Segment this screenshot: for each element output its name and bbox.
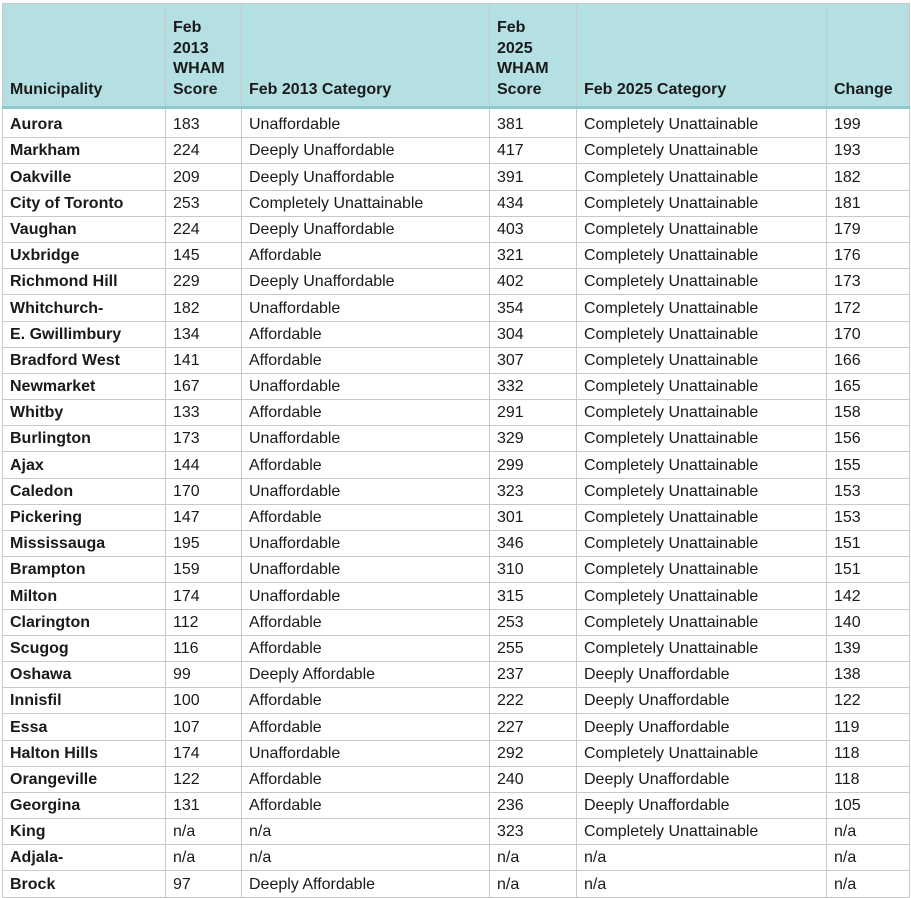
score-2025-cell: 354 — [490, 295, 577, 321]
category-2013-cell: Completely Unattainable — [242, 190, 490, 216]
score-2013-cell: 99 — [166, 661, 242, 687]
score-2025-cell: 299 — [490, 452, 577, 478]
change-cell: n/a — [827, 871, 910, 897]
score-2013-cell: 97 — [166, 871, 242, 897]
municipality-cell: Whitchurch- — [3, 295, 166, 321]
header-feb-2013-score — [166, 4, 242, 108]
score-2013-cell: 133 — [166, 400, 242, 426]
score-2013-cell: 224 — [166, 216, 242, 242]
municipality-cell: Newmarket — [3, 373, 166, 399]
table-row — [3, 531, 910, 557]
header-line: WHAM — [497, 60, 549, 77]
municipality-cell: Milton — [3, 583, 166, 609]
category-2025-cell: Deeply Unaffordable — [577, 688, 827, 714]
change-cell: 151 — [827, 557, 910, 583]
score-2013-cell: 224 — [166, 138, 242, 164]
table-row — [3, 557, 910, 583]
category-2013-cell: Deeply Unaffordable — [242, 216, 490, 242]
header-feb-2025-score — [490, 4, 577, 108]
score-2025-cell: 315 — [490, 583, 577, 609]
municipality-cell: Bradford West — [3, 347, 166, 373]
municipality-cell: Essa — [3, 714, 166, 740]
category-2013-cell: Unaffordable — [242, 478, 490, 504]
category-2025-cell: Completely Unattainable — [577, 400, 827, 426]
change-cell: 138 — [827, 661, 910, 687]
table-body — [3, 108, 910, 898]
municipality-cell: E. Gwillimbury — [3, 321, 166, 347]
score-2025-cell: 222 — [490, 688, 577, 714]
score-2013-cell: n/a — [166, 845, 242, 871]
change-cell: 153 — [827, 504, 910, 530]
score-2013-cell: 141 — [166, 347, 242, 373]
category-2013-cell: Affordable — [242, 766, 490, 792]
change-cell: 179 — [827, 216, 910, 242]
category-2025-cell: Completely Unattainable — [577, 635, 827, 661]
score-2013-cell: 195 — [166, 531, 242, 557]
score-2025-cell: 292 — [490, 740, 577, 766]
change-cell: 118 — [827, 766, 910, 792]
table-row — [3, 792, 910, 818]
category-2013-cell: Affordable — [242, 400, 490, 426]
table-row — [3, 373, 910, 399]
municipality-cell: Oshawa — [3, 661, 166, 687]
score-2025-cell: 391 — [490, 164, 577, 190]
category-2013-cell: Deeply Affordable — [242, 661, 490, 687]
category-2025-cell: Completely Unattainable — [577, 478, 827, 504]
score-2013-cell: 174 — [166, 583, 242, 609]
score-2013-cell: 107 — [166, 714, 242, 740]
score-2025-cell: 346 — [490, 531, 577, 557]
table-row — [3, 661, 910, 687]
score-2025-cell: 255 — [490, 635, 577, 661]
score-2013-cell: 253 — [166, 190, 242, 216]
score-2013-cell: n/a — [166, 819, 242, 845]
municipality-cell: Aurora — [3, 108, 166, 138]
score-2025-cell: 253 — [490, 609, 577, 635]
score-2013-cell: 116 — [166, 635, 242, 661]
category-2025-cell: Completely Unattainable — [577, 740, 827, 766]
change-cell: 118 — [827, 740, 910, 766]
category-2025-cell: Completely Unattainable — [577, 452, 827, 478]
category-2025-cell: Completely Unattainable — [577, 190, 827, 216]
header-line: Feb — [173, 19, 202, 36]
municipality-cell: King — [3, 819, 166, 845]
score-2025-cell: 402 — [490, 269, 577, 295]
header-line: 2025 — [497, 39, 533, 57]
score-2025-cell: 417 — [490, 138, 577, 164]
category-2025-cell: Completely Unattainable — [577, 819, 827, 845]
category-2025-cell: Deeply Unaffordable — [577, 661, 827, 687]
table-row — [3, 688, 910, 714]
table-row — [3, 583, 910, 609]
category-2025-cell: Completely Unattainable — [577, 216, 827, 242]
category-2013-cell: Unaffordable — [242, 295, 490, 321]
table-row — [3, 321, 910, 347]
score-2013-cell: 173 — [166, 426, 242, 452]
header-line: Score — [173, 80, 218, 98]
category-2025-cell: Completely Unattainable — [577, 164, 827, 190]
table-row — [3, 164, 910, 190]
score-2013-cell: 131 — [166, 792, 242, 818]
municipality-cell: Burlington — [3, 426, 166, 452]
header-municipality: Municipality — [3, 4, 166, 108]
municipality-cell: Mississauga — [3, 531, 166, 557]
change-cell: 199 — [827, 108, 910, 138]
category-2025-cell: Completely Unattainable — [577, 504, 827, 530]
category-2013-cell: Unaffordable — [242, 373, 490, 399]
score-2013-cell: 170 — [166, 478, 242, 504]
category-2013-cell: Deeply Affordable — [242, 871, 490, 897]
table-row — [3, 190, 910, 216]
score-2025-cell: 310 — [490, 557, 577, 583]
header-change: Change — [827, 4, 910, 108]
score-2025-cell: 291 — [490, 400, 577, 426]
municipality-cell: Brock — [3, 871, 166, 897]
change-cell: 155 — [827, 452, 910, 478]
score-2025-cell: 323 — [490, 478, 577, 504]
score-2025-cell: 381 — [490, 108, 577, 138]
table-row — [3, 108, 910, 138]
category-2025-cell: Deeply Unaffordable — [577, 714, 827, 740]
category-2013-cell: Unaffordable — [242, 531, 490, 557]
change-cell: 176 — [827, 242, 910, 268]
category-2013-cell: Affordable — [242, 504, 490, 530]
category-2025-cell: Completely Unattainable — [577, 609, 827, 635]
municipality-cell: Vaughan — [3, 216, 166, 242]
header-line: Score — [497, 80, 542, 98]
table-row — [3, 478, 910, 504]
score-2013-cell: 144 — [166, 452, 242, 478]
category-2013-cell: Unaffordable — [242, 740, 490, 766]
municipality-cell: Brampton — [3, 557, 166, 583]
score-2025-cell: 329 — [490, 426, 577, 452]
score-2025-cell: 307 — [490, 347, 577, 373]
category-2013-cell: Deeply Unaffordable — [242, 138, 490, 164]
category-2025-cell: Completely Unattainable — [577, 321, 827, 347]
score-2025-cell: 434 — [490, 190, 577, 216]
table-row — [3, 819, 910, 845]
change-cell: 166 — [827, 347, 910, 373]
category-2013-cell: Deeply Unaffordable — [242, 269, 490, 295]
category-2013-cell: Unaffordable — [242, 583, 490, 609]
score-2013-cell: 182 — [166, 295, 242, 321]
table-row — [3, 766, 910, 792]
municipality-cell: Whitby — [3, 400, 166, 426]
score-2025-cell: 237 — [490, 661, 577, 687]
change-cell: 165 — [827, 373, 910, 399]
change-cell: 181 — [827, 190, 910, 216]
change-cell: 172 — [827, 295, 910, 321]
score-2013-cell: 147 — [166, 504, 242, 530]
municipality-cell: Oakville — [3, 164, 166, 190]
municipality-cell: Innisfil — [3, 688, 166, 714]
score-2013-cell: 122 — [166, 766, 242, 792]
header-line: Feb — [497, 19, 526, 36]
category-2025-cell: Completely Unattainable — [577, 269, 827, 295]
score-2013-cell: 145 — [166, 242, 242, 268]
change-cell: 158 — [827, 400, 910, 426]
table-row — [3, 242, 910, 268]
table-row — [3, 871, 910, 897]
score-2025-cell: 332 — [490, 373, 577, 399]
category-2025-cell: Deeply Unaffordable — [577, 792, 827, 818]
score-2025-cell: 227 — [490, 714, 577, 740]
category-2013-cell: Affordable — [242, 792, 490, 818]
municipality-cell: Clarington — [3, 609, 166, 635]
score-2025-cell: 240 — [490, 766, 577, 792]
table-row — [3, 452, 910, 478]
category-2025-cell: Completely Unattainable — [577, 347, 827, 373]
score-2025-cell: 403 — [490, 216, 577, 242]
score-2025-cell: 321 — [490, 242, 577, 268]
score-2025-cell: n/a — [490, 871, 577, 897]
change-cell: 193 — [827, 138, 910, 164]
table-row — [3, 635, 910, 661]
category-2013-cell: Unaffordable — [242, 108, 490, 138]
category-2025-cell: Completely Unattainable — [577, 242, 827, 268]
municipality-cell: Uxbridge — [3, 242, 166, 268]
score-2013-cell: 174 — [166, 740, 242, 766]
category-2013-cell: Affordable — [242, 452, 490, 478]
change-cell: 139 — [827, 635, 910, 661]
table-row — [3, 295, 910, 321]
municipality-cell: Markham — [3, 138, 166, 164]
table-row — [3, 347, 910, 373]
header-feb-2013-category: Feb 2013 Category — [242, 4, 490, 108]
table-row — [3, 609, 910, 635]
category-2025-cell: Completely Unattainable — [577, 531, 827, 557]
score-2025-cell: 304 — [490, 321, 577, 347]
category-2013-cell: Affordable — [242, 242, 490, 268]
score-2013-cell: 183 — [166, 108, 242, 138]
table-row — [3, 845, 910, 871]
wham-score-table — [2, 3, 910, 898]
category-2013-cell: Affordable — [242, 714, 490, 740]
change-cell: 182 — [827, 164, 910, 190]
municipality-cell: Ajax — [3, 452, 166, 478]
change-cell: 105 — [827, 792, 910, 818]
score-2013-cell: 159 — [166, 557, 242, 583]
category-2013-cell: Affordable — [242, 609, 490, 635]
change-cell: 153 — [827, 478, 910, 504]
municipality-cell: Adjala- — [3, 845, 166, 871]
category-2013-cell: n/a — [242, 819, 490, 845]
category-2025-cell: Completely Unattainable — [577, 108, 827, 138]
municipality-cell: Caledon — [3, 478, 166, 504]
municipality-cell: Scugog — [3, 635, 166, 661]
category-2013-cell: Unaffordable — [242, 557, 490, 583]
table-row — [3, 400, 910, 426]
score-2013-cell: 167 — [166, 373, 242, 399]
header-line: 2013 — [173, 39, 209, 57]
category-2013-cell: Affordable — [242, 688, 490, 714]
change-cell: n/a — [827, 845, 910, 871]
category-2025-cell: Completely Unattainable — [577, 138, 827, 164]
category-2025-cell: n/a — [577, 845, 827, 871]
municipality-cell: City of Toronto — [3, 190, 166, 216]
category-2013-cell: Affordable — [242, 347, 490, 373]
category-2013-cell: Unaffordable — [242, 426, 490, 452]
change-cell: 173 — [827, 269, 910, 295]
municipality-cell: Pickering — [3, 504, 166, 530]
change-cell: 156 — [827, 426, 910, 452]
table-row — [3, 714, 910, 740]
municipality-cell: Halton Hills — [3, 740, 166, 766]
category-2025-cell: Deeply Unaffordable — [577, 766, 827, 792]
table-row — [3, 504, 910, 530]
change-cell: 140 — [827, 609, 910, 635]
municipality-cell: Georgina — [3, 792, 166, 818]
category-2013-cell: n/a — [242, 845, 490, 871]
change-cell: 122 — [827, 688, 910, 714]
municipality-cell: Orangeville — [3, 766, 166, 792]
category-2013-cell: Affordable — [242, 321, 490, 347]
change-cell: 151 — [827, 531, 910, 557]
category-2025-cell: Completely Unattainable — [577, 583, 827, 609]
category-2025-cell: Completely Unattainable — [577, 557, 827, 583]
header-row — [3, 4, 910, 108]
table-row — [3, 740, 910, 766]
header-line: WHAM — [173, 60, 225, 77]
score-2025-cell: 323 — [490, 819, 577, 845]
category-2025-cell: Completely Unattainable — [577, 426, 827, 452]
category-2025-cell: Completely Unattainable — [577, 295, 827, 321]
table-row — [3, 269, 910, 295]
category-2025-cell: Completely Unattainable — [577, 373, 827, 399]
table-row — [3, 216, 910, 242]
category-2013-cell: Deeply Unaffordable — [242, 164, 490, 190]
change-cell: n/a — [827, 819, 910, 845]
score-2013-cell: 112 — [166, 609, 242, 635]
table-row — [3, 426, 910, 452]
change-cell: 119 — [827, 714, 910, 740]
score-2025-cell: n/a — [490, 845, 577, 871]
municipality-cell: Richmond Hill — [3, 269, 166, 295]
score-2013-cell: 209 — [166, 164, 242, 190]
score-2013-cell: 100 — [166, 688, 242, 714]
score-2025-cell: 301 — [490, 504, 577, 530]
score-2013-cell: 229 — [166, 269, 242, 295]
header-feb-2025-category: Feb 2025 Category — [577, 4, 827, 108]
category-2013-cell: Affordable — [242, 635, 490, 661]
score-2013-cell: 134 — [166, 321, 242, 347]
change-cell: 170 — [827, 321, 910, 347]
change-cell: 142 — [827, 583, 910, 609]
score-2025-cell: 236 — [490, 792, 577, 818]
table-row — [3, 138, 910, 164]
category-2025-cell: n/a — [577, 871, 827, 897]
